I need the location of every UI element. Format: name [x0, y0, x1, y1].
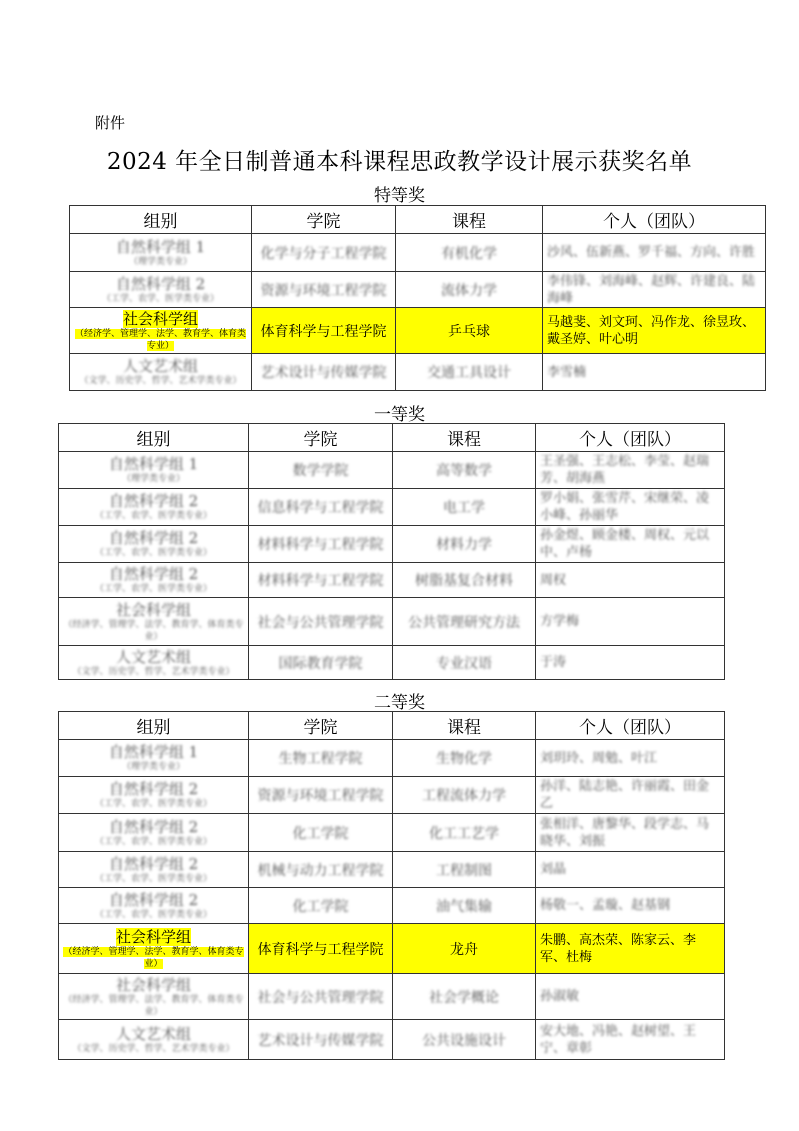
course-text: 材料力学	[436, 537, 492, 553]
header-group: 组别	[70, 206, 252, 234]
course-text: 电工学	[443, 500, 485, 516]
table-header-row	[59, 712, 725, 740]
group-note: （经济学、管理学、法学、教育学、体育类专业）	[63, 619, 244, 642]
college-cell	[249, 852, 393, 888]
group-note: （文学、历史学、哲学、艺术学类专业）	[79, 376, 242, 386]
person-text: 沙风、伍新燕、罗千福、方向、许胜	[547, 245, 756, 260]
person-cell	[536, 888, 725, 924]
course-cell	[393, 974, 536, 1020]
person-cell	[536, 598, 725, 646]
group-cell	[59, 888, 249, 924]
person-text: 马越斐、刘文珂、冯作龙、徐昱玫、戴圣婷、叶心明	[547, 314, 756, 347]
group-name: 人文艺术组	[115, 647, 191, 666]
college-text: 社会与公共管理学院	[257, 989, 384, 1006]
table-row	[59, 924, 725, 974]
person-cell	[536, 777, 725, 814]
table-row	[59, 852, 725, 888]
person-text: 张相洋、唐黎华、段学志、马晓华、刘振	[540, 816, 710, 849]
table-row	[59, 740, 725, 777]
course-text: 龙舟	[450, 941, 478, 958]
college-text: 化工学院	[292, 825, 349, 842]
person-text: 安大地、冯艳、赵树望、王宁、章彰	[540, 1023, 697, 1056]
course-cell	[393, 740, 536, 777]
group-cell	[59, 598, 249, 646]
group-name: 自然科学组 2	[108, 890, 199, 909]
college-text: 信息科学与工程学院	[257, 500, 384, 516]
person-cell	[543, 308, 766, 354]
group-name: 自然科学组 2	[108, 780, 199, 798]
table-row	[59, 1020, 725, 1060]
college-cell	[249, 646, 393, 680]
group-cell	[70, 234, 252, 272]
group-cell	[59, 526, 249, 563]
table-header-row	[70, 206, 766, 234]
highlight-mark: （经济学、管理学、法学、教育学、体育类专业）	[63, 946, 244, 969]
college-cell	[249, 526, 393, 563]
person-cell	[543, 272, 766, 308]
award-table-first	[58, 423, 725, 680]
course-cell	[393, 852, 536, 888]
course-text: 工程制图	[436, 862, 492, 879]
group-note: （工学、农学、医学类专业）	[94, 873, 212, 884]
table-row	[70, 308, 766, 354]
group-note: （工学、农学、医学类专业）	[101, 293, 219, 304]
table-row	[70, 272, 766, 308]
college-text: 资源与环境工程学院	[257, 788, 384, 804]
college-text: 艺术设计与传媒学院	[260, 365, 387, 381]
course-cell	[393, 598, 536, 646]
highlight-mark: 社会科学组	[115, 927, 191, 946]
header-college: 学院	[249, 712, 393, 740]
group-note: （工学、农学、医学类专业）	[94, 909, 212, 920]
group-name: 自然科学组 2	[108, 529, 199, 547]
header-group: 组别	[59, 712, 249, 740]
group-name: 自然科学组 2	[115, 274, 206, 293]
table-row	[59, 777, 725, 814]
college-cell	[249, 1020, 393, 1060]
person-cell	[543, 354, 766, 391]
person-text: 孙淑敏	[540, 989, 580, 1004]
person-text: 朱鹏、高杰荣、陈家云、李军、杜梅	[540, 932, 697, 965]
course-text: 流体力学	[441, 282, 497, 299]
group-name: 自然科学组 1	[108, 743, 199, 761]
course-text: 乒乓球	[448, 323, 490, 340]
college-cell	[249, 598, 393, 646]
college-cell	[249, 740, 393, 777]
course-cell	[393, 489, 536, 526]
header-course: 课程	[393, 712, 536, 740]
group-cell	[70, 354, 252, 391]
group-note: （工学、农学、医学类专业）	[94, 584, 212, 594]
college-text: 材料科学与工程学院	[257, 537, 384, 553]
course-cell	[393, 452, 536, 489]
table-row	[59, 563, 725, 598]
person-text: 孙金煜、顾金楼、周权、元以中、卢杨	[540, 528, 710, 560]
group-cell	[70, 308, 252, 354]
course-text: 树脂基复合材料	[415, 573, 513, 589]
person-text: 杨敬一、孟璇、赵基钢	[540, 898, 671, 913]
college-text: 机械与动力工程学院	[257, 862, 384, 879]
college-text: 生物工程学院	[278, 751, 363, 767]
college-cell	[249, 924, 393, 974]
course-text: 公共管理研究方法	[408, 614, 520, 631]
group-name: 人文艺术组	[115, 1024, 191, 1043]
table-row	[59, 526, 725, 563]
college-text: 数学学院	[292, 463, 349, 479]
section-title-second: 二等奖	[374, 693, 425, 713]
person-cell	[536, 646, 725, 680]
group-note: （文学、历史学、哲学、艺术学类专业）	[72, 666, 235, 677]
table-row	[59, 598, 725, 646]
header-person: 个人（团队）	[543, 206, 766, 234]
college-cell	[249, 489, 393, 526]
header-course: 课程	[393, 424, 536, 452]
group-name: 自然科学组 2	[108, 565, 199, 583]
course-text: 工程流体力学	[422, 788, 506, 804]
course-cell	[393, 924, 536, 974]
section-title-first: 一等奖	[374, 405, 425, 425]
person-cell	[536, 924, 725, 974]
course-text: 生物化学	[436, 751, 492, 767]
person-text: 周权	[540, 572, 567, 588]
person-text: 李雪楠	[547, 364, 587, 380]
course-text: 专业汉语	[436, 655, 492, 672]
award-table-special	[69, 205, 766, 391]
group-cell	[59, 452, 249, 489]
group-name: 自然科学组 1	[115, 237, 206, 256]
group-note: （工学、农学、医学类专业）	[94, 511, 212, 521]
group-cell	[70, 272, 252, 308]
group-note: （文学、历史学、哲学、艺术学类专业）	[72, 1043, 235, 1054]
college-cell	[249, 974, 393, 1020]
group-name: 自然科学组 2	[108, 492, 199, 510]
group-cell	[59, 646, 249, 680]
group-note: （工学、农学、医学类专业）	[94, 548, 212, 558]
college-text: 化工学院	[292, 898, 349, 915]
group-cell	[59, 489, 249, 526]
group-name: 自然科学组 2	[108, 817, 199, 836]
header-college: 学院	[249, 424, 393, 452]
table-row	[59, 452, 725, 489]
person-cell	[543, 234, 766, 272]
highlight-mark: （经济学、管理学、法学、教育学、体育类专业）	[74, 328, 246, 351]
person-cell	[536, 1020, 725, 1060]
course-cell	[396, 272, 543, 308]
table-row	[59, 489, 725, 526]
group-note: （理学类专业）	[128, 256, 192, 267]
course-cell	[393, 646, 536, 680]
course-text: 油气集输	[436, 898, 492, 915]
person-cell	[536, 852, 725, 888]
header-person: 个人（团队）	[536, 424, 725, 452]
table-row	[59, 974, 725, 1020]
person-text: 刘晶	[540, 862, 567, 877]
attachment-label: 附件	[95, 114, 126, 132]
course-cell	[393, 563, 536, 598]
person-text: 刘玥玲、周勉、叶江	[540, 750, 658, 766]
course-text: 有机化学	[441, 245, 497, 262]
college-text: 国际教育学院	[278, 655, 363, 672]
group-note: （工学、农学、医学类专业）	[94, 836, 212, 847]
person-text: 方学梅	[540, 614, 580, 629]
group-name: 人文艺术组	[122, 357, 198, 375]
person-text: 罗小娟、张雪芹、宋继荣、凌小峰、孙丽华	[540, 491, 710, 523]
section-title-special: 特等奖	[374, 186, 425, 206]
highlight-mark: 社会科学组	[122, 309, 198, 328]
group-name: 社会科学组	[115, 975, 191, 994]
table-row	[59, 646, 725, 680]
college-text: 体育科学与工程学院	[257, 941, 384, 958]
page-title: 2024 年全日制普通本科课程思政教学设计展示获奖名单	[106, 149, 693, 175]
group-note: （理学类专业）	[121, 474, 185, 484]
college-text: 社会与公共管理学院	[257, 614, 384, 631]
course-text: 化工工艺学	[429, 825, 499, 842]
table-row	[59, 814, 725, 852]
course-text: 公共设施设计	[422, 1032, 506, 1049]
course-cell	[396, 308, 543, 354]
course-cell	[393, 888, 536, 924]
person-text: 孙洋、陆志艳、许丽霞、田金乙	[540, 779, 710, 811]
course-cell	[393, 1020, 536, 1060]
group-note	[63, 946, 244, 970]
group-name: 自然科学组 1	[108, 455, 199, 473]
course-cell	[393, 526, 536, 563]
group-name: 自然科学组 2	[108, 854, 199, 873]
person-cell	[536, 452, 725, 489]
group-cell	[59, 1020, 249, 1060]
header-course: 课程	[396, 206, 543, 234]
group-cell	[59, 563, 249, 598]
group-name	[74, 310, 247, 328]
course-cell	[393, 777, 536, 814]
course-text: 高等数学	[436, 463, 492, 479]
course-cell	[396, 354, 543, 391]
table-row	[70, 354, 766, 391]
group-name	[63, 928, 244, 946]
college-cell	[249, 452, 393, 489]
college-cell	[249, 814, 393, 852]
group-cell	[59, 974, 249, 1020]
header-college: 学院	[252, 206, 396, 234]
group-cell	[59, 777, 249, 814]
person-cell	[536, 814, 725, 852]
college-cell	[252, 308, 396, 354]
group-note: （经济学、管理学、法学、教育学、体育类专业）	[63, 994, 244, 1017]
college-cell	[252, 354, 396, 391]
course-text: 交通工具设计	[427, 365, 511, 381]
course-cell	[393, 814, 536, 852]
group-note	[74, 328, 247, 352]
group-cell	[59, 814, 249, 852]
person-cell	[536, 563, 725, 598]
header-group: 组别	[59, 424, 249, 452]
college-text: 资源与环境工程学院	[260, 282, 387, 299]
group-cell	[59, 924, 249, 974]
group-name: 社会科学组	[115, 600, 191, 619]
group-note: （工学、农学、医学类专业）	[94, 799, 212, 809]
college-cell	[249, 563, 393, 598]
person-cell	[536, 740, 725, 777]
college-cell	[252, 272, 396, 308]
college-text: 材料科学与工程学院	[257, 573, 384, 589]
person-text: 王圣强、王志松、李莹、赵瑞芳、胡海燕	[540, 454, 710, 486]
award-table-second	[58, 711, 725, 1060]
table-header-row	[59, 424, 725, 452]
person-cell	[536, 526, 725, 563]
course-text: 社会学概论	[429, 989, 499, 1006]
college-cell	[249, 888, 393, 924]
college-cell	[252, 234, 396, 272]
group-cell	[59, 852, 249, 888]
table-row	[70, 234, 766, 272]
college-text: 体育科学与工程学院	[260, 323, 387, 340]
person-cell	[536, 974, 725, 1020]
college-text: 艺术设计与传媒学院	[257, 1032, 384, 1049]
group-cell	[59, 740, 249, 777]
table-row	[59, 888, 725, 924]
person-cell	[536, 489, 725, 526]
group-note: （理学类专业）	[121, 762, 185, 772]
person-text: 于涛	[540, 655, 567, 670]
person-text: 李伟锋、刘海峰、赵辉、许建良、陆海峰	[547, 273, 756, 306]
course-cell	[396, 234, 543, 272]
college-text: 化学与分子工程学院	[260, 245, 387, 262]
header-person: 个人（团队）	[536, 712, 725, 740]
college-cell	[249, 777, 393, 814]
